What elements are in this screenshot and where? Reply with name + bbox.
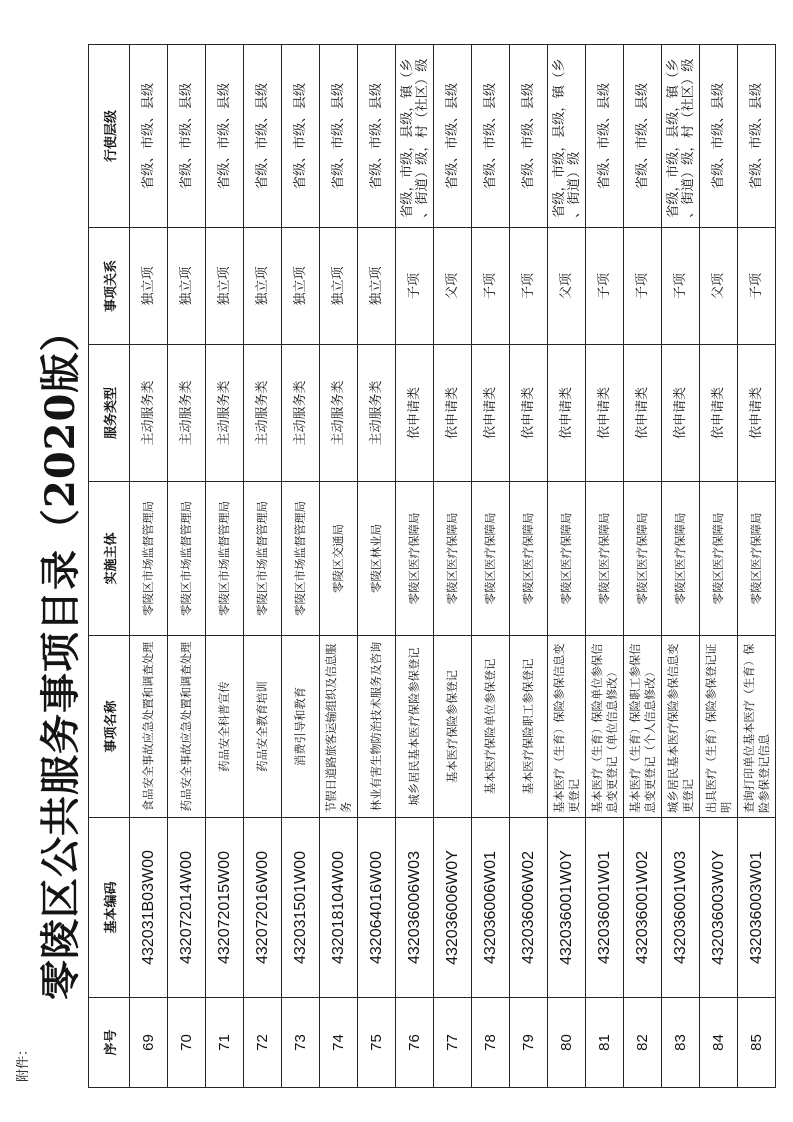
row-number-cell: 75 [358, 998, 396, 1088]
exercise-level-text: 省级，市级，县级，镇（乡、街道）级，村（社区）级 [665, 58, 696, 218]
basic-code-cell: 432031B03W00 [130, 818, 168, 998]
service-type-cell: 依申请类 [700, 345, 738, 482]
item-name-text: 城乡居民基本医疗保险参保信息变更登记 [666, 643, 695, 813]
basic-code-cell: 432036001W01 [586, 818, 624, 998]
service-type-cell: 依申请类 [472, 345, 510, 482]
item-relation-cell: 独立项 [206, 228, 244, 345]
exercise-level-cell [130, 45, 168, 228]
item-name-text: 基本医疗（生育）保险职工参保信息变更登记（个人信息修改） [628, 643, 657, 813]
item-name-text: 林业有害生物防治技术服务及咨询 [370, 641, 383, 812]
basic-code-cell: 432036003W0Y [700, 818, 738, 998]
exercise-level-cell [548, 45, 586, 228]
item-relation-cell: 子项 [396, 228, 434, 345]
item-name-cell [472, 636, 510, 818]
table-body [130, 45, 776, 1088]
item-relation-cell: 父项 [548, 228, 586, 345]
item-name-text: 基本医疗（生育）保险参保信息变更登记 [552, 643, 581, 813]
exercise-level-cell [282, 45, 320, 228]
table-row [434, 45, 472, 1088]
exercise-level-text: 省级、市级、县级 [711, 82, 726, 190]
agency-cell: 零陵区林业局 [358, 482, 396, 636]
exercise-level-cell [396, 45, 434, 228]
table-row [624, 45, 662, 1088]
item-relation-cell: 独立项 [130, 228, 168, 345]
item-name-cell [434, 636, 472, 818]
row-number-cell: 71 [206, 998, 244, 1088]
basic-code-cell: 432036006W01 [472, 818, 510, 998]
item-relation-cell: 独立项 [168, 228, 206, 345]
item-name-text: 药品安全事故应急处置和调查处理 [180, 641, 193, 812]
basic-code-cell: 432018104W00 [320, 818, 358, 998]
agency-cell: 零陵区市场监督管理局 [206, 482, 244, 636]
row-number-cell: 70 [168, 998, 206, 1088]
item-name-text: 城乡居民基本医疗保险参保登记 [408, 647, 421, 806]
item-name-cell [586, 636, 624, 818]
header-item-relation: 事项关系 [89, 228, 130, 345]
row-number-cell: 73 [282, 998, 320, 1088]
table-row [472, 45, 510, 1088]
service-type-cell: 主动服务类 [130, 345, 168, 482]
item-relation-cell: 子项 [738, 228, 776, 345]
item-name-text: 查询打印单位基本医疗（生育）保险参保登记信息 [742, 643, 771, 813]
header-agency: 实施主体 [89, 482, 130, 636]
exercise-level-cell [700, 45, 738, 228]
agency-cell: 零陵区医疗保障局 [434, 482, 472, 636]
basic-code-cell: 432036006W03 [396, 818, 434, 998]
table-row [396, 45, 434, 1088]
service-type-cell: 依申请类 [548, 345, 586, 482]
agency-cell: 零陵区医疗保障局 [510, 482, 548, 636]
exercise-level-text: 省级、市级、县级 [369, 82, 384, 190]
basic-code-cell: 432036006W02 [510, 818, 548, 998]
item-name-cell [130, 636, 168, 818]
item-relation-cell: 子项 [662, 228, 700, 345]
table-row [548, 45, 586, 1088]
item-name-cell [662, 636, 700, 818]
table-row [168, 45, 206, 1088]
row-number-cell: 76 [396, 998, 434, 1088]
service-type-cell: 主动服务类 [244, 345, 282, 482]
row-number-cell: 74 [320, 998, 358, 1088]
agency-cell: 零陵区市场监督管理局 [282, 482, 320, 636]
service-type-cell: 依申请类 [624, 345, 662, 482]
basic-code-cell: 432036003W01 [738, 818, 776, 998]
exercise-level-text: 省级、市级、县级 [217, 82, 232, 190]
table-row [700, 45, 738, 1088]
agency-cell: 零陵区医疗保障局 [396, 482, 434, 636]
exercise-level-cell [320, 45, 358, 228]
service-type-cell: 主动服务类 [358, 345, 396, 482]
item-relation-cell: 父项 [434, 228, 472, 345]
agency-cell: 零陵区市场监督管理局 [130, 482, 168, 636]
service-type-cell: 主动服务类 [168, 345, 206, 482]
item-name-text: 药品安全教育培训 [256, 681, 269, 772]
item-name-cell [548, 636, 586, 818]
exercise-level-cell [586, 45, 624, 228]
header-exercise-level: 行使层级 [89, 45, 130, 228]
row-number-cell: 77 [434, 998, 472, 1088]
item-relation-cell: 独立项 [244, 228, 282, 345]
agency-cell: 零陵区医疗保障局 [472, 482, 510, 636]
basic-code-cell: 432064016W00 [358, 818, 396, 998]
exercise-level-cell [624, 45, 662, 228]
item-name-text: 节假日道路旅客运输组织及信息服务 [324, 643, 353, 813]
item-relation-cell: 父项 [700, 228, 738, 345]
service-type-cell: 依申请类 [738, 345, 776, 482]
exercise-level-text: 省级、市级、县级 [331, 82, 346, 190]
agency-cell: 零陵区医疗保障局 [624, 482, 662, 636]
item-name-cell [168, 636, 206, 818]
row-number-cell: 72 [244, 998, 282, 1088]
table-row [510, 45, 548, 1088]
table-row [320, 45, 358, 1088]
row-number-cell: 69 [130, 998, 168, 1088]
exercise-level-text: 省级、市级、县级 [597, 82, 612, 190]
item-relation-cell: 子项 [624, 228, 662, 345]
service-type-cell: 主动服务类 [206, 345, 244, 482]
basic-code-cell: 432072015W00 [206, 818, 244, 998]
table-row [206, 45, 244, 1088]
table-row [738, 45, 776, 1088]
item-name-text: 食品安全事故应急处置和调查处理 [142, 641, 155, 812]
service-type-cell: 依申请类 [586, 345, 624, 482]
basic-code-cell: 432036006W0Y [434, 818, 472, 998]
agency-cell: 零陵区交通局 [320, 482, 358, 636]
item-name-text: 药品安全科普宣传 [218, 681, 231, 772]
agency-cell: 零陵区市场监督管理局 [168, 482, 206, 636]
exercise-level-text: 省级、市级、县级 [255, 82, 270, 190]
service-catalog-table [88, 44, 776, 1088]
item-name-cell [282, 636, 320, 818]
agency-cell: 零陵区医疗保障局 [548, 482, 586, 636]
exercise-level-text: 省级、市级、县级 [445, 82, 460, 190]
table-row [586, 45, 624, 1088]
item-name-cell [244, 636, 282, 818]
attachment-label: 附件： [16, 1042, 31, 1082]
table-row [130, 45, 168, 1088]
agency-cell: 零陵区医疗保障局 [700, 482, 738, 636]
service-type-cell: 依申请类 [662, 345, 700, 482]
item-name-text: 基本医疗保险参保登记 [446, 670, 459, 783]
exercise-level-cell [510, 45, 548, 228]
table-row [358, 45, 396, 1088]
item-name-cell [738, 636, 776, 818]
exercise-level-text: 省级、市级、县级 [483, 82, 498, 190]
item-name-text: 基本医疗保险单位参保登记 [484, 658, 497, 795]
item-name-cell [358, 636, 396, 818]
item-relation-cell: 独立项 [282, 228, 320, 345]
exercise-level-cell [434, 45, 472, 228]
item-relation-cell: 独立项 [320, 228, 358, 345]
row-number-cell: 82 [624, 998, 662, 1088]
item-name-cell [700, 636, 738, 818]
item-name-text: 消费引导和教育 [294, 686, 307, 767]
exercise-level-cell [244, 45, 282, 228]
item-name-cell [624, 636, 662, 818]
item-name-cell [396, 636, 434, 818]
page-title: 零陵区公共服务事项目录（2020版） [37, 310, 84, 1000]
item-name-cell [510, 636, 548, 818]
row-number-cell: 80 [548, 998, 586, 1088]
exercise-level-text: 省级，市级，县级，镇（乡、街道）级，村（社区）级 [399, 58, 430, 218]
service-type-cell: 依申请类 [434, 345, 472, 482]
row-number-cell: 79 [510, 998, 548, 1088]
item-relation-cell: 子项 [510, 228, 548, 345]
exercise-level-cell [738, 45, 776, 228]
exercise-level-text: 省级、市级、县级 [179, 82, 194, 190]
exercise-level-text: 省级、市级、县级 [635, 82, 650, 190]
row-number-cell: 83 [662, 998, 700, 1088]
table-row [662, 45, 700, 1088]
exercise-level-text: 省级、市级、县级 [749, 82, 764, 190]
item-relation-cell: 独立项 [358, 228, 396, 345]
exercise-level-text: 省级、市级、县级 [521, 82, 536, 190]
item-name-cell [206, 636, 244, 818]
exercise-level-cell [168, 45, 206, 228]
exercise-level-text: 省级、市级、县级 [293, 82, 308, 190]
exercise-level-cell [206, 45, 244, 228]
row-number-cell: 85 [738, 998, 776, 1088]
agency-cell: 零陵区医疗保障局 [662, 482, 700, 636]
basic-code-cell: 432036001W0Y [548, 818, 586, 998]
basic-code-cell: 432036001W03 [662, 818, 700, 998]
service-type-cell: 依申请类 [510, 345, 548, 482]
exercise-level-cell [472, 45, 510, 228]
exercise-level-text: 省级、市级、县级 [141, 82, 156, 190]
basic-code-cell: 432031501W00 [282, 818, 320, 998]
table-header-row [89, 45, 130, 1088]
row-number-cell: 81 [586, 998, 624, 1088]
service-type-cell: 主动服务类 [320, 345, 358, 482]
item-name-cell [320, 636, 358, 818]
row-number-cell: 78 [472, 998, 510, 1088]
item-name-text: 出具医疗（生育）保险参保登记证明 [704, 643, 733, 813]
service-type-cell: 主动服务类 [282, 345, 320, 482]
basic-code-cell: 432072016W00 [244, 818, 282, 998]
agency-cell: 零陵区市场监督管理局 [244, 482, 282, 636]
exercise-level-text: 省级，市级，县级，镇（乡、街道）级 [551, 58, 582, 218]
basic-code-cell: 432072014W00 [168, 818, 206, 998]
basic-code-cell: 432036001W02 [624, 818, 662, 998]
header-service-type: 服务类型 [89, 345, 130, 482]
item-relation-cell: 子项 [472, 228, 510, 345]
agency-cell: 零陵区医疗保障局 [586, 482, 624, 636]
item-name-text: 基本医疗保险职工参保登记 [522, 658, 535, 795]
exercise-level-cell [662, 45, 700, 228]
exercise-level-cell [358, 45, 396, 228]
table-row [244, 45, 282, 1088]
table-row [282, 45, 320, 1088]
item-name-text: 基本医疗（生育）保险单位参保信息变更登记（单位信息修改） [590, 643, 619, 813]
item-relation-cell: 子项 [586, 228, 624, 345]
header-item-name: 事项名称 [89, 636, 130, 818]
row-number-cell: 84 [700, 998, 738, 1088]
header-row-number: 序号 [89, 998, 130, 1088]
header-basic-code: 基本编码 [89, 818, 130, 998]
agency-cell: 零陵区医疗保障局 [738, 482, 776, 636]
service-type-cell: 依申请类 [396, 345, 434, 482]
